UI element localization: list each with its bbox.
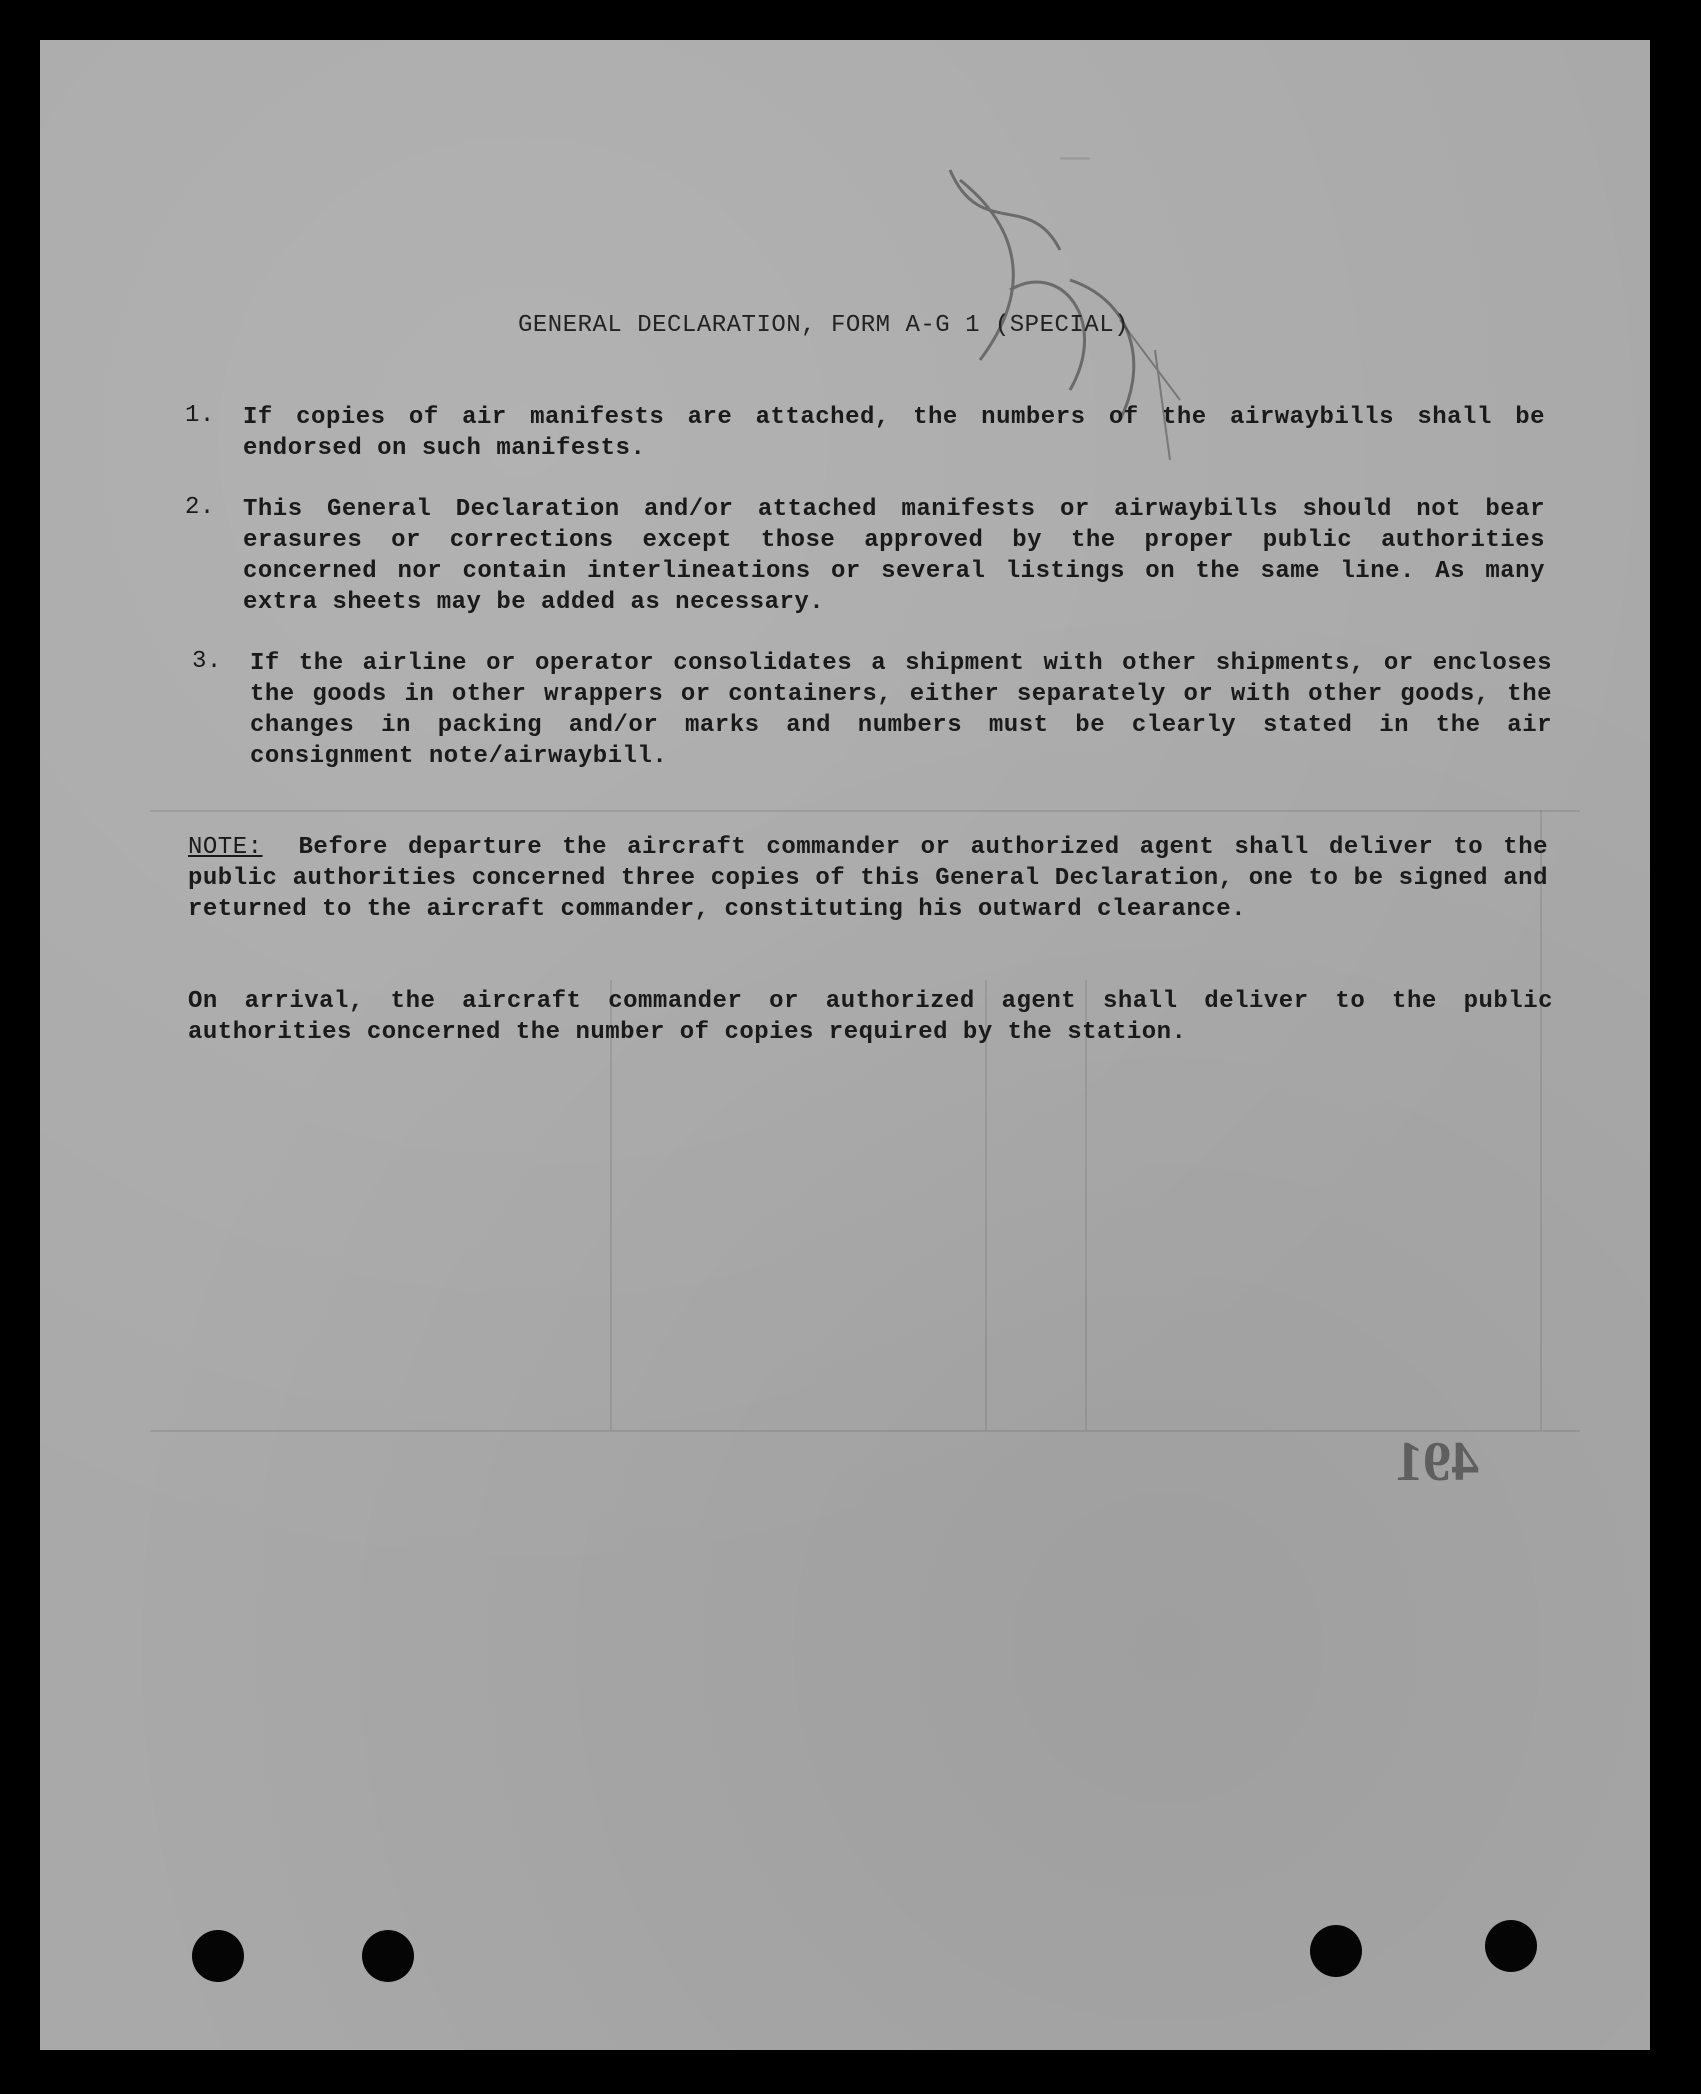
- item-number: 2.: [185, 494, 215, 521]
- item-text: If the airline or operator consolidates a shipment with other shipments, or encloses the goods in other wrappers or containers, either separately or with other goods, the changes in packing and/or marks and numbers must be clearly stated in the air consignment note/airwaybill.: [250, 650, 1552, 770]
- note-paragraph: [188, 832, 1548, 925]
- note-label: NOTE:: [188, 834, 263, 861]
- item-text: This General Declaration and/or attached manifests or airwaybills should not bear erasures or corrections except those approved by the proper public authorities concerned nor contain interlineations or several listings on the same line. As many extra sheets may be added as necessary.: [243, 496, 1545, 616]
- document-title: GENERAL DECLARATION, FORM A-G 1 (SPECIAL): [518, 312, 1129, 339]
- instruction-item-1: [185, 402, 1545, 464]
- reversed-stamp-number: 491: [1395, 1431, 1479, 1493]
- document-page: [40, 40, 1650, 2050]
- note-text: Before departure the aircraft commander or authorized agent shall deliver to the public authorities concerned three copies of this General Declaration, one to be signed and returned to the aircraft commander, constituting his outward clearance.: [188, 834, 1548, 923]
- punch-hole: [1310, 1925, 1362, 1977]
- bleed-through-line: [150, 810, 1580, 812]
- arrival-paragraph: On arrival, the aircraft commander or authorized agent shall deliver to the public authorities concerned the number of copies required by the station.: [188, 988, 1553, 1046]
- instruction-item-2: [185, 494, 1545, 618]
- item-text: If copies of air manifests are attached, the numbers of the airwaybills shall be endorsed on such manifests.: [243, 404, 1545, 462]
- punch-hole: [192, 1930, 244, 1982]
- punch-hole: [1485, 1920, 1537, 1972]
- punch-hole: [362, 1930, 414, 1982]
- bleed-through-line: [150, 1430, 1580, 1432]
- item-number: 3.: [192, 648, 222, 675]
- instruction-item-3: [192, 648, 1552, 772]
- item-number: 1.: [185, 402, 215, 429]
- bleed-through-heading: —: [1060, 140, 1090, 173]
